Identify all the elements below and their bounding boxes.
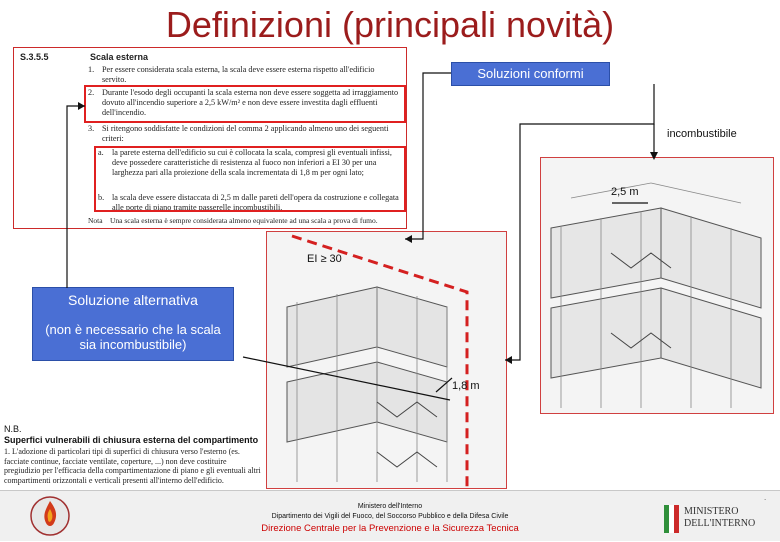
- nb-label: N.B.: [4, 424, 22, 434]
- ministry-flag-icon: [664, 505, 680, 533]
- callout-conform-solutions: Soluzioni conformi: [451, 62, 610, 86]
- footer: [0, 490, 780, 541]
- nb-heading: Superfici vulnerabili di chiusura esterna del compartimento: [4, 435, 259, 445]
- item-text: Per essere considerata scala esterna, la scala deve essere esterna rispetto all'edificio servito.: [102, 65, 375, 84]
- item-text: la parete esterna dell'edificio su cui è collocata la scala, compresi gli eventuali infissi, deve possedere caratteristiche di resistenza al fuoco non inferiori a EI 30 per una larghezza pari alla proiezione della scala incrementata di 1,8 m per ogni lato;: [112, 148, 392, 177]
- item-number: b.: [98, 193, 105, 202]
- label-incombustibile: incombustibile: [667, 128, 737, 140]
- footer-dot: .: [764, 493, 767, 502]
- ministry-logo-text: [684, 506, 755, 530]
- section-code: S.3.5.5: [20, 52, 49, 62]
- item-number: 2.: [88, 88, 95, 97]
- item-text: Durante l'esodo degli occupanti la scala esterna non deve essere soggetta ad irraggiamento dovuto all'incendio superiore a 2,5 kW/m² e non deve essere investita dagli effluenti dell'incendio.: [102, 88, 399, 117]
- item-number: a.: [98, 148, 104, 157]
- item-text: Si ritengono soddisfatte le condizioni del comma 2 applicando almeno uno dei seguenti criteri:: [102, 124, 389, 143]
- note-label: Nota: [88, 216, 103, 225]
- alternative-note: (non è necessario che la scala sia incombustibile): [45, 322, 221, 352]
- item-text: la scala deve essere distaccata di 2,5 m dalle pareti dell'opera da costruzione e collegata alle porte di piano tramite passerelle incombustibili.: [112, 193, 399, 212]
- nb-text: 1. L'adozione di particolari tipi di superfici di chiusura verso l'esterno (es. facciate continue, facciate ventilate, coperture, ...) non deve costituire pregiudizio per l'efficacia della compartimentazione di piano e gli eventuali altri compartimenti orizzontali e verticali presenti all'interno dell'edificio.: [4, 447, 261, 485]
- ministry-logo-line-2: DELL'INTERNO: [684, 518, 756, 529]
- ministry-logo-line-1: MINISTERO: [684, 506, 739, 517]
- footer-line-1: Ministero dell'Interno: [357, 503, 423, 510]
- label-distance-1-8: 1,8 m: [452, 380, 480, 392]
- footer-line-3: Direzione Centrale per la Prevenzione e la Sicurezza Tecnica: [261, 523, 519, 534]
- section-heading: Scala esterna: [90, 52, 149, 62]
- note-text: Una scala esterna è sempre considerata almeno equivalente ad una scala a prova di fumo.: [110, 216, 378, 225]
- label-distance-2-5: 2,5 m: [611, 186, 639, 198]
- footer-line-2: Dipartimento dei Vigili del Fuoco, del Soccorso Pubblico e della Difesa Civile: [271, 513, 509, 520]
- label-ei30: EI ≥ 30: [307, 253, 342, 265]
- alternative-title: Soluzione alternativa: [68, 292, 198, 308]
- item-number: 1.: [88, 65, 95, 74]
- item-number: 3.: [88, 124, 95, 133]
- page-title: Definizioni (principali novità): [165, 4, 615, 45]
